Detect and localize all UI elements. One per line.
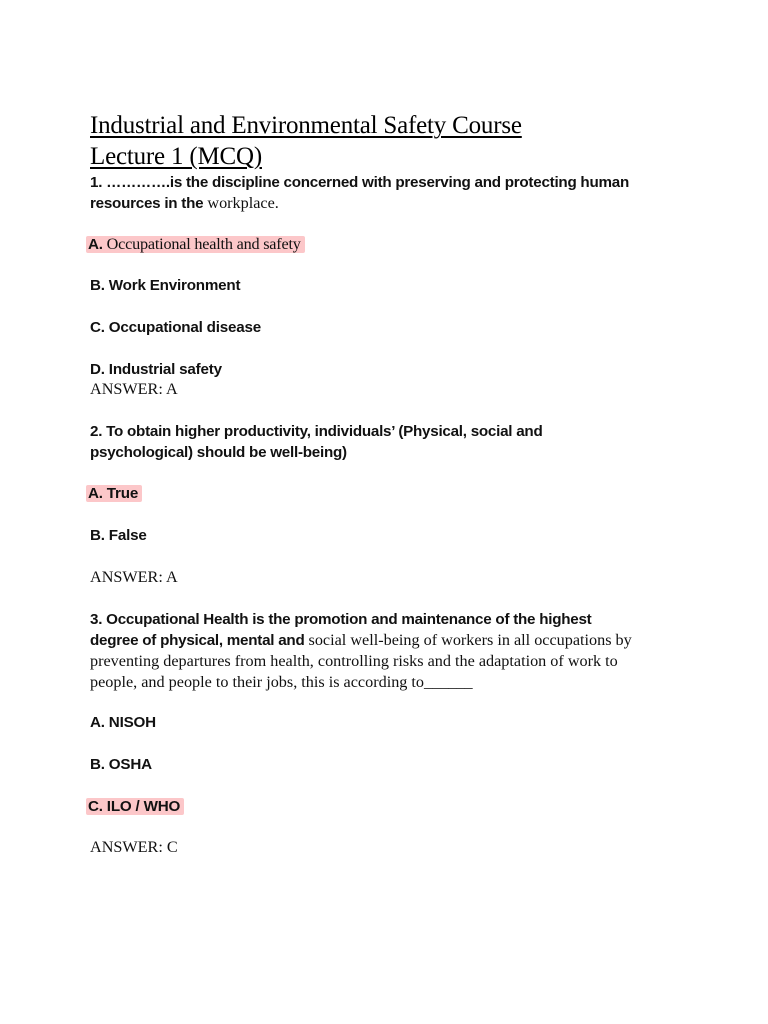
q3-answer: ANSWER: C — [90, 838, 178, 856]
title-line-course: Industrial and Environmental Safety Course — [90, 112, 522, 139]
title-line-lecture: Lecture 1 (MCQ) — [90, 143, 262, 170]
q1-option-a-letter: A. — [88, 236, 103, 253]
q3-stem-line-2-plain: social well-being of workers in all occupations by — [304, 631, 632, 649]
question-3-stem — [90, 609, 690, 693]
q1-answer: ANSWER: A — [90, 380, 178, 398]
q2-stem-line-1: 2. To obtain higher productivity, individuals’ (Physical, social and — [90, 423, 543, 440]
q1-option-d: D. Industrial safety — [90, 361, 222, 378]
q3-stem-line-1: 3. Occupational Health is the promotion and maintenance of the highest — [90, 611, 592, 628]
q1-stem-line-1: 1. ………….is the discipline concerned with preserving and protecting human — [90, 174, 629, 191]
q3-option-b: B. OSHA — [90, 756, 152, 773]
q2-answer: ANSWER: A — [90, 568, 178, 586]
q1-stem-line-2-plain: workplace. — [203, 194, 279, 212]
q2-option-a-highlight: A. True — [86, 485, 142, 502]
question-1-stem — [90, 172, 690, 214]
q1-option-c: C. Occupational disease — [90, 319, 261, 336]
q1-option-a-text: Occupational health and safety — [102, 235, 301, 253]
q3-option-c — [90, 796, 184, 817]
q2-stem-line-2: psychological) should be well-being) — [90, 444, 347, 461]
q3-stem-line-4: people, and people to their jobs, this is according to______ — [90, 673, 473, 691]
q2-option-b: B. False — [90, 527, 147, 544]
q2-option-a — [90, 483, 142, 504]
q1-option-b: B. Work Environment — [90, 277, 241, 294]
q3-option-a: A. NISOH — [90, 714, 156, 731]
q1-option-a — [90, 234, 305, 255]
q1-option-a-highlight — [86, 236, 305, 253]
document-page — [88, 110, 690, 856]
question-2-stem — [90, 421, 690, 463]
document-title — [90, 110, 690, 172]
q3-stem-line-3: preventing departures from health, controlling risks and the adaptation of work to — [90, 652, 618, 670]
q3-stem-line-2-bold: degree of physical, mental and — [90, 632, 305, 649]
q1-stem-line-2-bold: resources in the — [90, 195, 204, 212]
q3-option-c-highlight: C. ILO / WHO — [86, 798, 184, 815]
